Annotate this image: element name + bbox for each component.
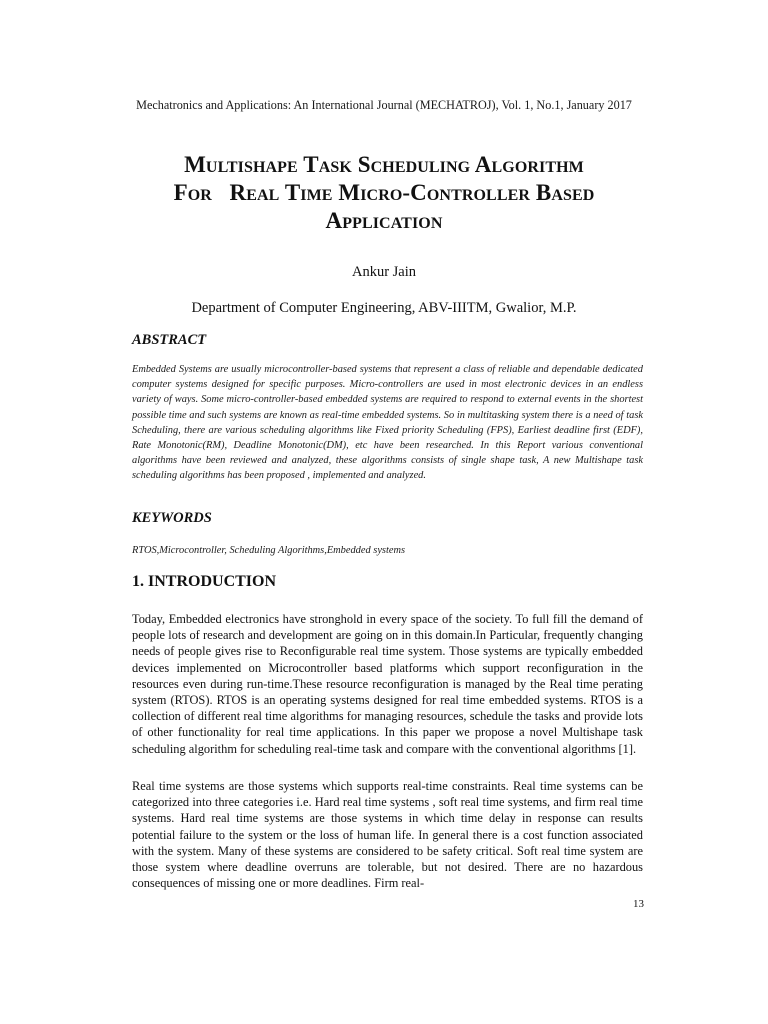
page-number: 13 [633, 898, 644, 910]
author-name: Ankur Jain [351, 264, 417, 280]
introduction-paragraph-2: Real time systems are those systems which supports real-time constraints. Real time systems can be categorized into three categories i.e. Hard real time systems , soft real time systems, and firm real time systems. Hard real time systems are those systems in which time delay in response can results potential failure to the system or the loss of human life. In general there is a cost function associated with the system. Many of these systems are considered to be safety critical. Soft real time system are those system where deadline overruns are tolerable, but not desired. There are no hazardous consequences of missing one or more deadlines. Firm real- [132, 779, 643, 891]
abstract-heading: ABSTRACT [132, 332, 207, 348]
paper-title-line-2: For Real Time Micro-Controller Based [173, 180, 595, 205]
introduction-heading: 1. INTRODUCTION [132, 573, 277, 590]
keywords-text: RTOS,Microcontroller, Scheduling Algorithms,Embedded systems [132, 545, 406, 556]
introduction-paragraph-1: Today, Embedded electronics have stronghold in every space of the society. To full fill the demand of people lots of research and development are going on in this domain.In Particular, frequently changing needs of people gives rise to Reconfigurable real time system. Those systems are typically embedded devices implemented on Microcontroller based platforms which support reconfiguration in the resources even during run-time.These resource reconfiguration is managed by the Real time perating system (RTOS). RTOS is an operating systems designed for real time embedded systems. RTOS is a collection of different real time algorithms for managing resources, schedule the tasks and provide lots of other functionality for real time applications. In this paper we propose a novel Multishape task scheduling algorithm for scheduling real-time task and compare with the conventional algorithms [1]. [132, 612, 643, 756]
paper-title-line-3: Application [325, 208, 443, 233]
journal-running-header: Mechatronics and Applications: An International Journal (MECHATROJ), Vol. 1, No.1, January 2017 [136, 98, 632, 112]
keywords-heading: KEYWORDS [132, 510, 212, 526]
abstract-text: Embedded Systems are usually microcontroller-based systems that represent a class of reliable and dependable dedicated computer systems designed for specific purposes. Micro-controllers are used in most electronic devices in an endless variety of ways. Some micro-controller-based embedded systems are required to respond to external events in the shortest possible time and such systems are known as real-time embedded systems. So in multitasking system there is a need of task Scheduling, there are various scheduling algorithms like Fixed priority Scheduling (FPS), Earliest deadline first (EDF), Rate Monotonic(RM), Deadline Monotonic(DM), etc have been researched. In this Report various conventional algorithms have been reviewed and analyzed, these algorithms consists of single shape task, A new Multishape task scheduling algorithms has been proposed , implemented and analyzed. [132, 364, 643, 482]
paper-title-line-1: Multishape Task Scheduling Algorithm [184, 152, 584, 177]
author-affiliation: Department of Computer Engineering, ABV-IIITM, Gwalior, M.P. [191, 300, 577, 316]
paper-title [100, 151, 668, 235]
